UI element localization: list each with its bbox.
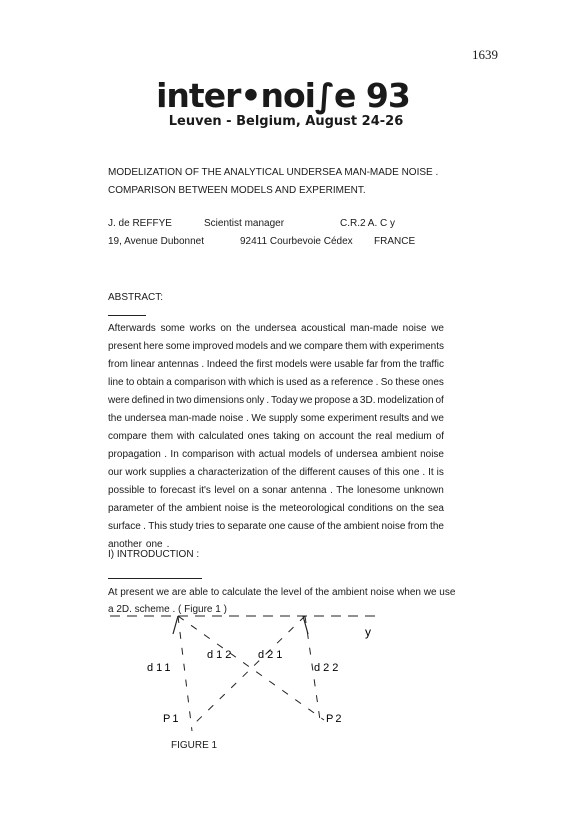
word: one (402, 467, 420, 478)
word: separate (227, 521, 267, 532)
word: a (189, 467, 195, 478)
word: one (268, 521, 286, 532)
word: two (176, 395, 192, 406)
word: of (156, 503, 166, 514)
word: only (246, 395, 265, 406)
word: obtain (136, 377, 164, 388)
word: forecast (159, 485, 196, 496)
title-line: COMPARISON BETWEEN MODELS AND EXPERIMENT. (108, 185, 366, 196)
word: calculated (198, 431, 244, 442)
word: . (375, 377, 379, 388)
text-line: At present we are able to calculate the level of the ambient noise when we use (108, 587, 456, 598)
word: noise (420, 449, 444, 460)
word: on (396, 503, 408, 514)
text-line (108, 464, 444, 482)
word: ones (422, 377, 444, 388)
word: So (380, 377, 393, 388)
word: usable (334, 359, 364, 370)
word: the (108, 413, 122, 424)
word: from (407, 521, 428, 532)
word: with (176, 431, 195, 442)
word: with (228, 377, 247, 388)
word: different (299, 467, 336, 478)
word: another (108, 539, 142, 550)
word: The (336, 485, 354, 496)
word: to (148, 485, 157, 496)
word: in (166, 395, 175, 406)
word: line (108, 377, 124, 388)
word: dimensions (193, 395, 245, 406)
word: actual (258, 449, 286, 460)
word: from (108, 359, 128, 370)
word: . (245, 413, 249, 424)
word: the (357, 431, 372, 442)
word: of (324, 449, 333, 460)
word: the (262, 503, 277, 514)
author-row (108, 215, 448, 233)
word: it's (198, 485, 211, 496)
word: undersea (335, 449, 378, 460)
address-row (108, 233, 448, 251)
word: ones (247, 431, 270, 442)
word: comparison (174, 377, 226, 388)
word: ambient (381, 449, 417, 460)
word: to (216, 521, 226, 532)
word: these (395, 377, 420, 388)
word: sea (427, 503, 444, 514)
word: real (375, 431, 393, 442)
word: defined (131, 395, 165, 406)
word: Indeed (206, 359, 238, 370)
word: medium (396, 431, 432, 442)
word: were (310, 359, 332, 370)
text-line (108, 500, 444, 518)
word: we (431, 413, 444, 424)
word: conditions (347, 503, 393, 514)
word: first (256, 359, 273, 370)
word: some (165, 341, 191, 352)
word: a (252, 485, 259, 496)
word: taking (273, 431, 300, 442)
word: meteorological (279, 503, 345, 514)
word: Afterwards (108, 323, 156, 334)
text-line (108, 320, 444, 338)
word: present (108, 341, 142, 352)
word: undersea (124, 413, 167, 424)
word: account (318, 431, 354, 442)
word: . (164, 449, 168, 460)
word: were (108, 395, 130, 406)
word: the (239, 359, 254, 370)
word: antennas (157, 359, 199, 370)
word: to (125, 377, 135, 388)
word: models (235, 341, 268, 352)
word: the (327, 521, 342, 532)
word: parameter (108, 503, 154, 514)
word: man-made (168, 413, 217, 424)
path-d21 (192, 616, 305, 726)
word: the (410, 503, 425, 514)
author-block (108, 215, 448, 251)
text-line (108, 428, 444, 446)
word: which (248, 377, 275, 388)
word: supplies (149, 467, 187, 478)
word: ambient (343, 521, 380, 532)
abstract-body (108, 320, 444, 554)
word: acoustical (301, 323, 346, 334)
word: comparison (182, 449, 234, 460)
author-city: 92411 Courbevoie Cédex (240, 236, 353, 247)
text-line (108, 482, 444, 500)
word: compare (304, 341, 343, 352)
word: models (275, 359, 308, 370)
word: results (379, 413, 410, 424)
word: one (145, 539, 163, 550)
word: traffic (419, 359, 444, 370)
word: sonar (261, 485, 287, 496)
introduction-underline (108, 578, 202, 579)
word: of (435, 431, 444, 442)
word: a (166, 377, 172, 388)
author-role: Scientist manager (204, 218, 285, 229)
word: noise (381, 521, 406, 532)
word: . (143, 521, 146, 532)
word: reference (330, 377, 374, 388)
word: compare (108, 431, 147, 442)
word: a (352, 395, 358, 406)
word: cause (287, 521, 315, 532)
word: linear (130, 359, 156, 370)
word: modelization (377, 395, 434, 406)
word: some (300, 413, 325, 424)
word: of (271, 467, 280, 478)
label-d12: d12 (207, 649, 235, 661)
word: Today (271, 395, 298, 406)
word: level (214, 485, 235, 496)
word: a (323, 377, 329, 388)
text-line (108, 338, 444, 356)
word: is (276, 377, 284, 388)
label-y: y (365, 625, 371, 639)
word: of (435, 395, 444, 406)
word: . (166, 539, 170, 550)
word: . (201, 359, 205, 370)
text-line (108, 356, 444, 374)
word: undersea (254, 323, 297, 334)
word: . (266, 395, 270, 406)
text-line (108, 374, 444, 392)
label-p2: P2 (326, 713, 344, 725)
text-line: a 2D. scheme . ( Figure 1 ) (108, 604, 227, 615)
word: the (403, 359, 418, 370)
word: of (372, 467, 382, 478)
word: propagation (108, 449, 161, 460)
word: improved (192, 341, 234, 352)
word: propose (314, 395, 351, 406)
word: far (366, 359, 379, 370)
word: we (431, 323, 444, 334)
source-1-marker (173, 616, 178, 634)
word: on (220, 323, 232, 334)
abstract-heading: ABSTRACT: (108, 292, 164, 303)
word: man-made (350, 323, 398, 334)
word: the (168, 503, 183, 514)
word: the (236, 323, 251, 334)
word: as (310, 377, 321, 388)
word: It (428, 467, 434, 478)
word: is (436, 467, 444, 478)
word: from (380, 359, 401, 370)
word: causes (338, 467, 370, 478)
word: work (125, 467, 147, 478)
text-line (108, 410, 444, 428)
author-org: C.R.2 A. C y (340, 218, 396, 229)
word: is (251, 503, 260, 514)
word: with (237, 449, 256, 460)
word: them (345, 341, 368, 352)
text-line (108, 518, 444, 536)
title-line: MODELIZATION OF THE ANALYTICAL UNDERSEA MAN-MADE NOISE . (108, 167, 439, 178)
word: some (160, 323, 185, 334)
word: experiment (327, 413, 378, 424)
word: surface (108, 521, 141, 532)
label-d22: d22 (314, 662, 342, 674)
word: study (169, 521, 194, 532)
word: our (108, 467, 123, 478)
path-d12 (178, 616, 324, 720)
word: works (189, 323, 216, 334)
word: on (303, 431, 315, 442)
word: unknown (403, 485, 444, 496)
word: We (251, 413, 267, 424)
word: tries (195, 521, 215, 532)
word: possible (108, 485, 145, 496)
word: . (422, 467, 426, 478)
figure-1-diagram (100, 608, 400, 738)
label-d21: d21 (258, 649, 286, 661)
abstract-underline (108, 315, 146, 316)
word: on (238, 485, 250, 496)
word: we (299, 395, 313, 406)
word: here (143, 341, 164, 352)
word: and (270, 341, 287, 352)
word: this (384, 467, 400, 478)
word: lonesome (356, 485, 401, 496)
label-d11: d11 (147, 662, 174, 674)
word: . (330, 485, 333, 496)
text-line (108, 446, 444, 464)
word: used (286, 377, 308, 388)
author-country: FRANCE (374, 236, 416, 247)
author-name: J. de REFFYE (108, 218, 172, 229)
word: This (148, 521, 168, 532)
introduction-heading: I) INTRODUCTION : (108, 549, 200, 560)
label-p1: P1 (163, 713, 181, 725)
word: with (369, 341, 388, 352)
word: noise (219, 413, 244, 424)
word: we (289, 341, 302, 352)
word: them (150, 431, 174, 442)
word: models (288, 449, 321, 460)
word: supply (268, 413, 298, 424)
word: antenna (290, 485, 327, 496)
text-line (108, 392, 444, 410)
word: noise (224, 503, 249, 514)
page-number: 1639 (472, 47, 498, 62)
word: ambient (185, 503, 222, 514)
word: characterization (197, 467, 269, 478)
conference-subtitle: Leuven - Belgium, August 24-26 (168, 114, 404, 129)
word: experiments (389, 341, 444, 352)
word: and (411, 413, 429, 424)
conference-logo: inter•noi∫e 93 (156, 76, 410, 115)
word: the (430, 521, 444, 532)
word: In (170, 449, 179, 460)
author-address: 19, Avenue Dubonnet (108, 236, 205, 247)
figure-caption: FIGURE 1 (171, 740, 218, 751)
word: noise (402, 323, 427, 334)
word: 3D. (359, 395, 376, 406)
word: of (316, 521, 326, 532)
word: the (282, 467, 297, 478)
paper-title (108, 164, 438, 200)
